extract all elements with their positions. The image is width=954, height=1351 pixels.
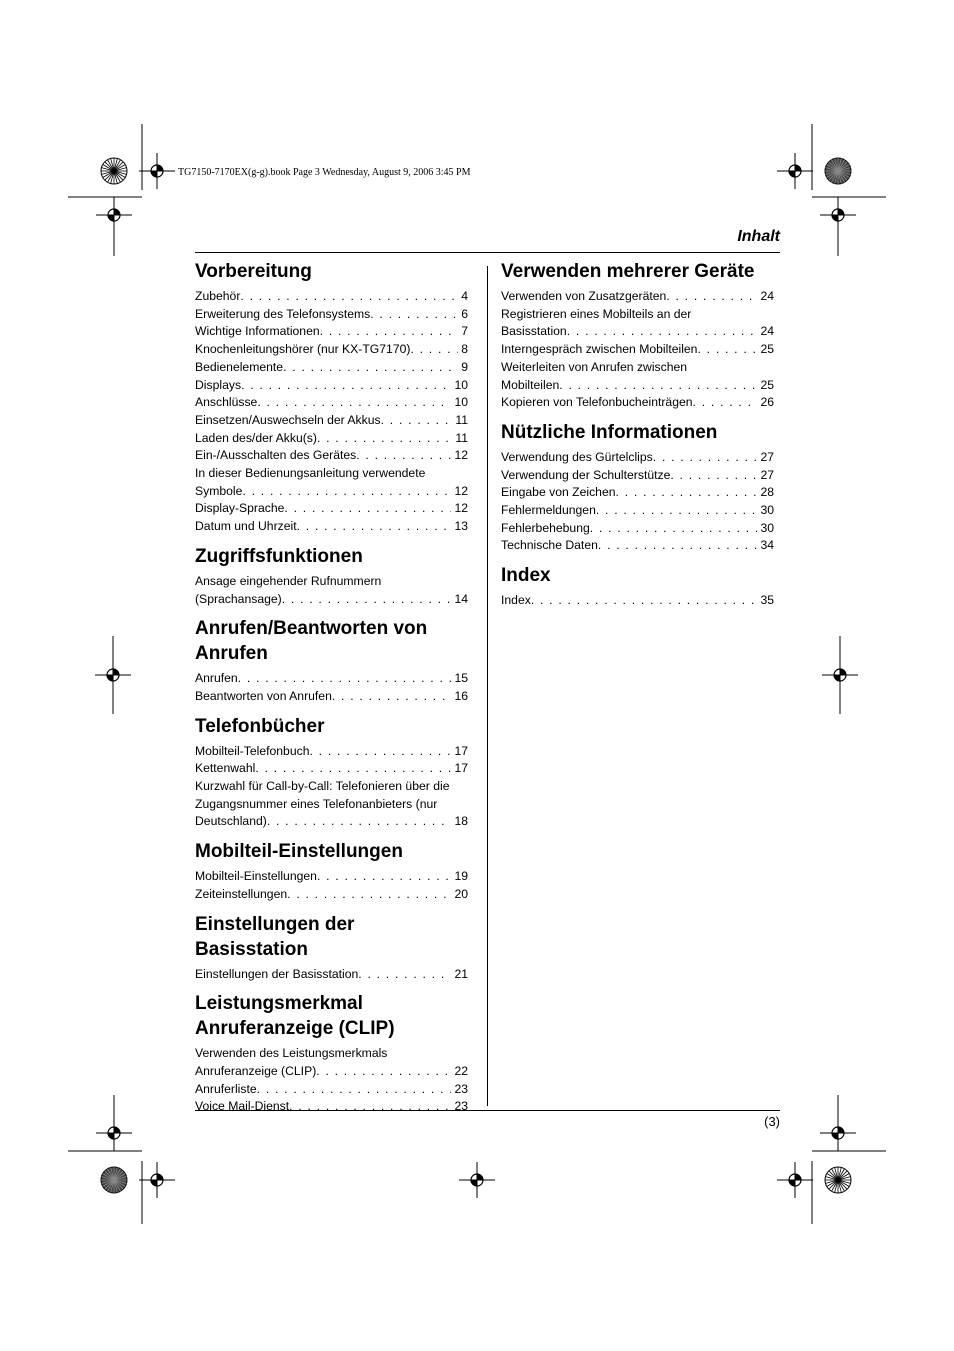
dot-leader	[531, 592, 758, 610]
toc-page-number: 30	[760, 520, 774, 535]
dot-leader	[310, 743, 452, 761]
dot-leader	[240, 288, 458, 306]
toc-entry[interactable]	[501, 394, 774, 412]
toc-page-number: 25	[760, 377, 774, 392]
toc-entry-row	[195, 591, 468, 609]
dot-leader	[289, 1098, 451, 1116]
toc-entry-row	[195, 500, 468, 518]
toc-entry-row	[195, 1081, 468, 1099]
toc-page-number: 13	[454, 519, 468, 534]
toc-page-number: 35	[760, 593, 774, 608]
toc-entry[interactable]	[501, 467, 774, 485]
registration-quadrant	[832, 1133, 838, 1139]
dot-leader	[241, 377, 451, 395]
registration-quadrant	[789, 171, 795, 177]
toc-entry-title: Beantworten von Anrufen	[195, 688, 332, 703]
toc-entry-title: Index	[501, 593, 531, 608]
toc-entry-row	[195, 447, 468, 465]
toc-page-number: 4	[461, 289, 468, 303]
toc-entry-row	[195, 813, 468, 831]
registration-quadrant	[108, 215, 114, 221]
toc-entry-row	[195, 670, 468, 688]
toc-entry-row	[195, 966, 468, 984]
dot-leader	[255, 760, 451, 778]
toc-entry-row	[501, 341, 774, 359]
toc-entry-row	[195, 377, 468, 395]
toc-entry-title: Einsetzen/Auswechseln der Akkus	[195, 412, 381, 427]
toc-page-number: 23	[454, 1081, 468, 1096]
toc-entry-title: Ein-/Ausschalten des Gerätes	[195, 448, 357, 463]
toc-entry-title: Zubehör	[195, 289, 241, 303]
toc-entry-title: Symbole	[195, 483, 243, 498]
toc-entry[interactable]	[501, 341, 774, 359]
toc-entry[interactable]	[195, 323, 468, 341]
toc-entry-title: Anschlüsse	[195, 395, 258, 410]
toc-entry-row	[195, 868, 468, 886]
section-title: Telefonbücher	[195, 715, 325, 737]
section-title: Leistungsmerkmal Anruferanzeige (CLIP)	[195, 993, 395, 1040]
toc-entry[interactable]	[501, 449, 774, 467]
toc-entry-title: Zeiteinstellungen	[195, 886, 288, 901]
dot-leader	[693, 394, 758, 412]
dot-leader	[317, 430, 452, 448]
toc-entry-row	[195, 288, 468, 306]
toc-entry-title: (Sprachansage)	[195, 591, 282, 606]
toc-section	[195, 616, 468, 705]
section-title: Index	[501, 565, 551, 587]
dot-leader	[282, 591, 452, 609]
dot-leader	[666, 288, 757, 306]
toc-entry-title: Mobilteil-Einstellungen	[195, 869, 317, 884]
toc-entry[interactable]	[501, 537, 774, 555]
toc-entry-row	[501, 502, 774, 520]
toc-entry[interactable]	[501, 520, 774, 538]
registration-quadrant	[157, 1174, 163, 1180]
section-title: Zugriffsfunktionen	[195, 545, 363, 567]
page-header-title: Inhalt	[737, 228, 780, 245]
toc-entry[interactable]	[195, 430, 468, 448]
dot-leader	[567, 323, 758, 341]
toc-page-number: 7	[461, 324, 468, 339]
dot-leader	[596, 502, 758, 520]
registration-quadrant	[113, 669, 119, 675]
toc-right-column	[501, 259, 774, 618]
toc-page-number: 11	[455, 430, 468, 445]
registration-quadrant	[114, 209, 120, 215]
toc-entry[interactable]	[195, 447, 468, 465]
toc-page-number: 26	[760, 395, 774, 410]
toc-entry-title: Technische Daten	[501, 538, 598, 553]
dot-leader	[410, 341, 458, 359]
toc-entry[interactable]	[195, 573, 468, 608]
toc-entry-title: Fehlermeldungen	[501, 503, 596, 518]
toc-entry[interactable]	[195, 306, 468, 324]
toc-entry-title: Datum und Uhrzeit	[195, 519, 297, 534]
dot-leader	[297, 518, 452, 536]
toc-left-column	[195, 259, 468, 1124]
toc-entry[interactable]	[195, 359, 468, 377]
registration-quadrant	[795, 165, 801, 171]
toc-entry-row	[195, 341, 468, 359]
dot-leader	[370, 306, 458, 324]
toc-entry-title: Kopieren von Telefonbucheinträgen	[501, 395, 693, 410]
toc-entry[interactable]	[195, 760, 468, 778]
registration-quadrant	[789, 1180, 795, 1186]
toc-entry[interactable]	[195, 1045, 468, 1080]
registration-quadrant	[477, 1174, 483, 1180]
toc-page-number: 20	[454, 886, 468, 901]
toc-entry-title: Verwendung des Gürtelclips	[501, 449, 653, 464]
toc-entry-row	[501, 467, 774, 485]
toc-page-number: 21	[454, 966, 468, 981]
toc-entry-line: Zugangsnummer eines Telefonanbieters (nur	[195, 796, 438, 811]
toc-entry-row	[195, 1063, 468, 1081]
toc-page-number: 28	[760, 485, 774, 500]
toc-page-number: 25	[760, 342, 774, 357]
toc-page-number: 17	[454, 761, 468, 776]
toc-page-number: 22	[454, 1063, 468, 1078]
toc-entry[interactable]	[195, 377, 468, 395]
toc-entry-title: Laden des/der Akku(s)	[195, 430, 317, 445]
toc-entry-row	[501, 592, 774, 610]
toc-entry-row	[501, 288, 774, 306]
toc-entry[interactable]	[501, 306, 774, 341]
registration-quadrant	[114, 1127, 120, 1133]
toc-entry-title: Anruferliste	[195, 1081, 257, 1096]
toc-entry-row	[501, 484, 774, 502]
toc-entry[interactable]	[195, 670, 468, 688]
toc-entry-title: Deutschland)	[195, 814, 267, 829]
toc-section	[195, 991, 468, 1116]
toc-page-number: 8	[461, 342, 468, 357]
dot-leader	[590, 520, 758, 538]
toc-entry[interactable]	[195, 412, 468, 430]
toc-entry-title: Verwenden von Zusatzgeräten	[501, 289, 667, 303]
toc-entry-title: Verwendung der Schulterstütze	[501, 467, 671, 482]
toc-section	[195, 259, 468, 536]
toc-page-number: 10	[454, 377, 468, 392]
toc-entry[interactable]	[501, 359, 774, 394]
toc-entry-row	[195, 743, 468, 761]
toc-page-number: 23	[454, 1099, 468, 1114]
dot-leader	[242, 483, 451, 501]
toc-page-number: 24	[760, 289, 774, 303]
toc-entry-title: Knochenleitungshörer (nur KX-TG7170)	[195, 342, 411, 357]
column-divider	[487, 266, 488, 1106]
toc-entry[interactable]	[501, 288, 774, 306]
toc-entry-row	[195, 688, 468, 706]
toc-entry-line: Ansage eingehender Rufnummern	[195, 573, 382, 588]
dot-leader	[238, 670, 452, 688]
toc-page-number: 15	[454, 671, 468, 686]
toc-entry-row	[195, 760, 468, 778]
section-title: Anrufen/Beantworten von Anrufen	[195, 618, 428, 665]
toc-entry-row	[501, 394, 774, 412]
dot-leader	[332, 688, 452, 706]
dot-leader	[317, 868, 451, 886]
section-title: Mobilteil-Einstellungen	[195, 841, 403, 863]
toc-page-number: 18	[454, 814, 468, 829]
dot-leader	[559, 377, 757, 395]
toc-page-number: 16	[454, 688, 468, 703]
print-info: TG7150-7170EX(g-g).book Page 3 Wednesday, August 9, 2006 3:45 PM	[178, 167, 471, 178]
toc-entry[interactable]	[195, 868, 468, 886]
toc-entry-row	[501, 377, 774, 395]
toc-entry[interactable]	[501, 484, 774, 502]
toc-entry[interactable]	[195, 688, 468, 706]
toc-entry-title: Erweiterung des Telefonsystems	[195, 306, 371, 321]
dot-leader	[697, 341, 757, 359]
toc-section	[501, 420, 774, 555]
toc-entry[interactable]	[195, 288, 468, 306]
section-title: Vorbereitung	[195, 261, 312, 282]
dot-leader	[598, 537, 758, 555]
registration-quadrant	[108, 1133, 114, 1139]
toc-entry-row	[195, 483, 468, 501]
registration-quadrant	[151, 171, 157, 177]
dot-leader	[267, 813, 452, 831]
toc-page-number: 12	[454, 483, 468, 498]
toc-entry[interactable]	[195, 966, 468, 984]
toc-section	[195, 839, 468, 903]
toc-page-number: 12	[454, 448, 468, 463]
registration-quadrant	[834, 675, 840, 681]
registration-quadrant	[471, 1180, 477, 1186]
dot-leader	[284, 500, 451, 518]
toc-section	[501, 259, 774, 412]
section-title: Nützliche Informationen	[501, 421, 718, 443]
toc-entry-row	[501, 323, 774, 341]
toc-entry-title: Eingabe von Zeichen	[501, 485, 616, 500]
registration-quadrant	[107, 675, 113, 681]
registration-quadrant	[840, 669, 846, 675]
toc-page-number: 24	[760, 324, 774, 339]
toc-entry-title: Displays	[195, 377, 242, 392]
toc-entry-line: Verwenden des Leistungsmerkmals	[195, 1046, 388, 1061]
toc-entry-title: Einstellungen der Basisstation	[195, 966, 359, 981]
toc-entry-row	[501, 520, 774, 538]
registration-quadrant	[795, 1174, 801, 1180]
toc-entry-title: Wichtige Informationen	[195, 324, 320, 339]
dot-leader	[670, 467, 757, 485]
toc-entry[interactable]	[195, 518, 468, 536]
toc-page-number: 12	[454, 501, 468, 516]
dot-leader	[356, 447, 451, 465]
toc-entry-row	[195, 394, 468, 412]
dot-leader	[257, 394, 451, 412]
toc-entry-title: Display-Sprache	[195, 501, 285, 516]
toc-entry[interactable]	[195, 394, 468, 412]
toc-entry-line: Kurzwahl für Call-by-Call: Telefonieren über die	[195, 779, 450, 794]
section-title: Einstellungen der Basisstation	[195, 913, 355, 960]
toc-section	[195, 714, 468, 832]
toc-entry-row	[195, 430, 468, 448]
header-rule	[195, 252, 780, 253]
dot-leader	[287, 886, 451, 904]
toc-entry[interactable]	[195, 778, 468, 831]
toc-entry-title: Mobilteilen	[501, 377, 560, 392]
toc-page-number: 27	[760, 449, 774, 464]
toc-entry-row	[195, 323, 468, 341]
section-title: Verwenden mehrerer Geräte	[501, 261, 755, 282]
toc-entry[interactable]	[195, 1081, 468, 1099]
toc-entry[interactable]	[195, 341, 468, 359]
toc-page-number: 27	[760, 467, 774, 482]
toc-entry-title: Voice Mail-Dienst	[195, 1099, 290, 1114]
toc-page-number: 30	[760, 503, 774, 518]
toc-entry-row	[501, 449, 774, 467]
toc-entry-line: In dieser Bedienungsanleitung verwendete	[195, 466, 426, 481]
registration-quadrant	[151, 1180, 157, 1186]
toc-page-number: 10	[454, 395, 468, 410]
toc-entry-line: Weiterleiten von Anrufen zwischen	[501, 359, 688, 374]
toc-page-number: 19	[454, 869, 468, 884]
toc-page-number: 9	[461, 359, 468, 374]
toc-entry-title: Fehlerbehebung	[501, 520, 590, 535]
dot-leader	[257, 1081, 452, 1099]
toc-section	[195, 544, 468, 608]
toc-entry[interactable]	[195, 886, 468, 904]
toc-page-number: 14	[454, 591, 468, 606]
toc-entry[interactable]	[501, 592, 774, 610]
toc-entry-row	[195, 412, 468, 430]
toc-entry-row	[195, 886, 468, 904]
toc-entry[interactable]	[501, 502, 774, 520]
dot-leader	[320, 323, 459, 341]
toc-entry-row	[195, 518, 468, 536]
toc-entry-title: Bedienelemente	[195, 359, 284, 374]
toc-entry-row	[195, 359, 468, 377]
toc-entry[interactable]	[195, 743, 468, 761]
toc-entry-row	[501, 537, 774, 555]
toc-entry-title: Mobilteil-Telefonbuch	[195, 743, 310, 758]
toc-page-number: 6	[461, 306, 468, 321]
registration-quadrant	[838, 209, 844, 215]
toc-entry[interactable]	[195, 500, 468, 518]
toc-entry-row	[195, 1098, 468, 1116]
toc-entry-title: Basisstation	[501, 324, 567, 339]
page-number: (3)	[764, 1114, 780, 1129]
toc-section	[501, 563, 774, 610]
toc-page-number: 17	[454, 743, 468, 758]
toc-entry-title: Anruferanzeige (CLIP)	[195, 1063, 317, 1078]
registration-quadrant	[832, 215, 838, 221]
dot-leader	[358, 966, 451, 984]
toc-section	[195, 912, 468, 984]
toc-entry-title: Kettenwahl	[195, 761, 256, 776]
toc-page-number: 11	[455, 412, 468, 427]
toc-entry-row	[195, 306, 468, 324]
dot-leader	[381, 412, 453, 430]
toc-page-number: 34	[760, 538, 774, 553]
dot-leader	[653, 449, 758, 467]
toc-entry[interactable]	[195, 465, 468, 500]
toc-entry-title: Interngespräch zwischen Mobilteilen	[501, 342, 698, 357]
registration-quadrant	[157, 165, 163, 171]
dot-leader	[616, 484, 758, 502]
toc-entry[interactable]	[195, 1098, 468, 1116]
dot-leader	[316, 1063, 451, 1081]
dot-leader	[283, 359, 458, 377]
toc-entry-title: Anrufen	[195, 671, 238, 686]
toc-entry-line: Registrieren eines Mobilteils an der	[501, 306, 692, 321]
registration-quadrant	[838, 1127, 844, 1133]
